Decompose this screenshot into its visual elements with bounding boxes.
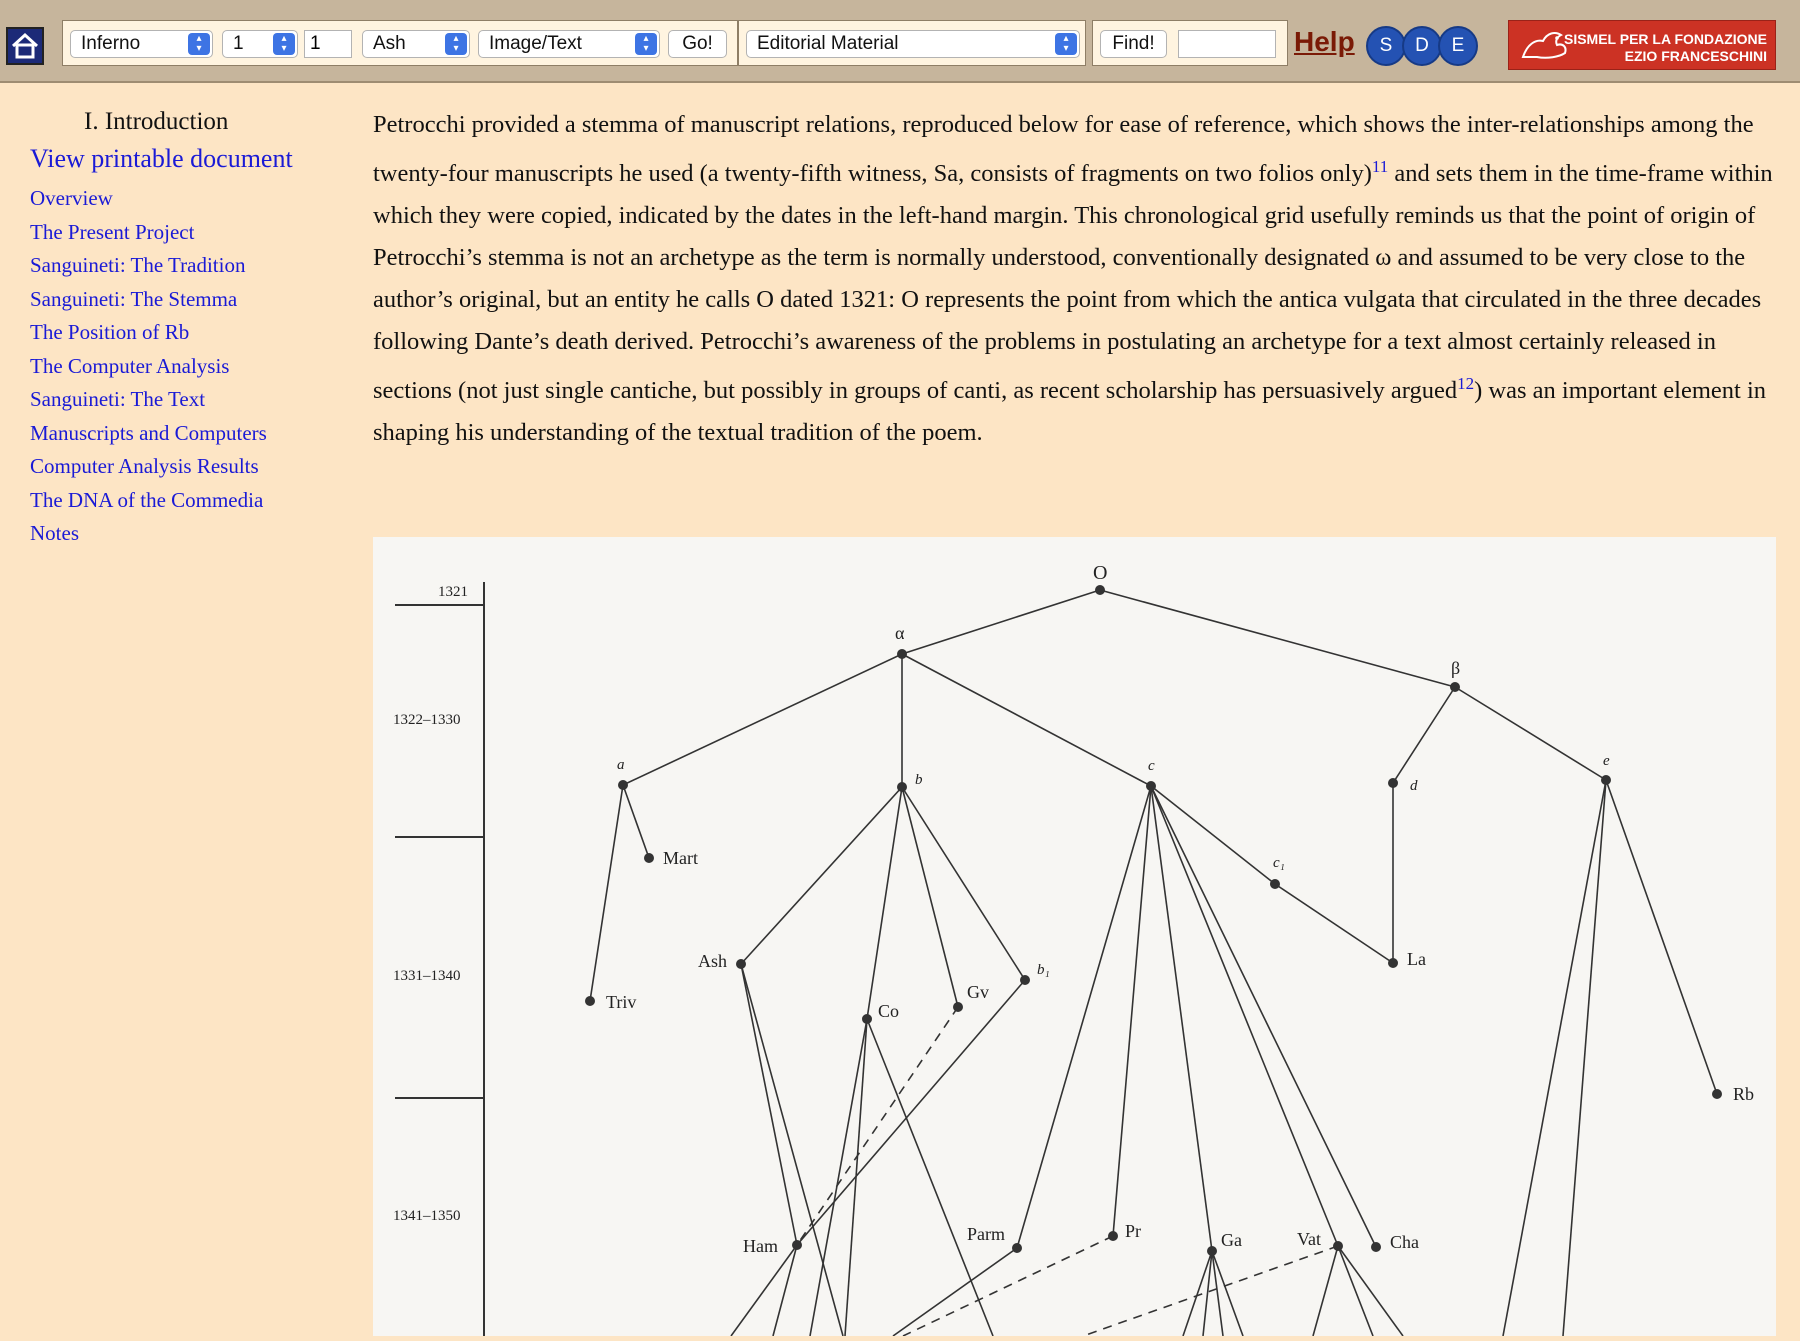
sidebar-link-sanguineti-text[interactable]: Sanguineti: The Text <box>30 387 206 411</box>
date-1331-1340: 1331–1340 <box>393 968 461 984</box>
date-1322-1330: 1322–1330 <box>393 712 461 728</box>
help-link[interactable]: Help <box>1294 26 1355 57</box>
select-arrows-icon: ▴ ▾ <box>188 33 210 55</box>
cantica-value: Inferno <box>81 33 141 54</box>
material-value: Editorial Material <box>757 33 899 54</box>
home-button[interactable] <box>6 27 44 65</box>
date-1321: 1321 <box>438 584 468 600</box>
material-select[interactable] <box>746 30 1080 58</box>
node-beta: β <box>1451 658 1461 678</box>
rooster-icon <box>1517 27 1573 65</box>
sidebar-link-dna-commedia[interactable]: The DNA of the Commedia <box>30 487 264 512</box>
node-c: c <box>1148 758 1155 774</box>
node-Ash: Ash <box>698 951 728 971</box>
stemma-diagram <box>373 537 1776 1336</box>
footnote-12-link[interactable]: 12 <box>1457 374 1475 394</box>
node-Cha: Cha <box>1390 1232 1419 1252</box>
logo-line-1: SISMEL PER LA FONDAZIONE <box>1563 31 1767 47</box>
node-Mart: Mart <box>663 848 698 868</box>
node-O: O <box>1093 562 1108 584</box>
sde-e-button[interactable]: E <box>1438 26 1478 66</box>
sidebar-link-manuscripts-computers[interactable]: Manuscripts and Computers <box>30 420 267 445</box>
paragraph-part-1: Petrocchi provided a stemma of manuscript relations, reproduced below for ease of reference, which shows the inter-relationships among the twenty-four manuscripts he used (a twenty-fifth witness, Sa, consists of fragments on two folios only) <box>373 111 1754 188</box>
node-Co: Co <box>878 1001 900 1021</box>
view-value: Image/Text <box>489 33 582 54</box>
find-button[interactable]: Find! <box>1100 30 1167 58</box>
sidebar-link-position-of-rb[interactable]: The Position of Rb <box>30 320 190 344</box>
sidebar-link-overview[interactable]: Overview <box>30 186 113 210</box>
logo-line-2: EZIO FRANCESCHINI <box>1624 48 1767 64</box>
canto-select[interactable] <box>222 30 298 58</box>
node-b: b <box>915 772 923 788</box>
sidebar <box>30 108 330 551</box>
node-Pr: Pr <box>1125 1221 1142 1241</box>
select-arrows-icon: ▴ ▾ <box>445 33 467 55</box>
node-d: d <box>1410 778 1418 794</box>
sde-d-button[interactable]: D <box>1402 26 1442 66</box>
sidebar-link-notes[interactable]: Notes <box>30 521 79 545</box>
node-Triv: Triv <box>606 992 637 1012</box>
node-a: a <box>617 757 625 773</box>
section-heading: I. Introduction <box>84 108 229 135</box>
paragraph-part-3: ) was an important element in shaping his understanding of the textual tradition of the poem. <box>373 377 1766 447</box>
sidebar-link-analysis-results[interactable]: Computer Analysis Results <box>30 454 259 478</box>
main-paragraph <box>373 104 1773 454</box>
select-arrows-icon: ▴ ▾ <box>1055 33 1077 55</box>
node-Parm: Parm <box>967 1224 1005 1244</box>
select-arrows-icon: ▴ ▾ <box>273 33 295 55</box>
node-Gv: Gv <box>967 982 989 1002</box>
node-alpha: α <box>895 623 905 643</box>
cantica-select[interactable] <box>70 30 213 58</box>
manuscript-value: Ash <box>373 33 406 54</box>
stemma-figure <box>373 537 1776 1336</box>
sidebar-link-present-project[interactable]: The Present Project <box>30 219 195 244</box>
node-Vat: Vat <box>1297 1229 1321 1249</box>
view-select[interactable] <box>478 30 660 58</box>
footnote-11-link[interactable]: 11 <box>1371 157 1389 176</box>
sde-s-button[interactable]: S <box>1366 26 1406 66</box>
manuscript-select[interactable] <box>362 30 470 58</box>
node-c1: c₁ <box>1273 855 1285 871</box>
toolbar <box>0 0 1800 83</box>
node-Ga: Ga <box>1221 1230 1242 1250</box>
sidebar-link-sanguineti-stemma[interactable]: Sanguineti: The Stemma <box>30 286 238 311</box>
line-input[interactable]: 1 <box>304 30 352 58</box>
node-Rb: Rb <box>1733 1084 1755 1104</box>
printable-document-link[interactable]: View printable document <box>30 144 293 173</box>
sidebar-link-computer-analysis[interactable]: The Computer Analysis <box>30 353 230 378</box>
go-button[interactable]: Go! <box>668 30 727 58</box>
node-b1: b₁ <box>1037 962 1050 978</box>
node-Ham: Ham <box>743 1236 778 1256</box>
home-icon <box>10 32 40 60</box>
find-input[interactable] <box>1178 30 1276 58</box>
node-La: La <box>1407 949 1426 969</box>
paragraph-part-2: and sets them in the time-frame within which they were copied, indicated by the dates in the left-hand margin. This chronological grid usefully reminds us that the point of origin of Petrocchi’s stemma is not an archetype as the term is normally understood, conventionally designated ω and assumed to be very close to the author’s original, but an entity he calls O dated 1321: O represents the point from which the antica vulgata that circulated in the three decades following Dante’s death derived. Petrocchi’s awareness of the problems in postulating an archetype for a text almost certainly released in sections (not just single cantiche, but possibly in groups of canti, as recent scholarship has persuasively argued <box>373 160 1773 405</box>
sismel-logo[interactable] <box>1508 20 1776 70</box>
sidebar-link-sanguineti-tradition[interactable]: Sanguineti: The Tradition <box>30 253 246 277</box>
node-e: e <box>1603 753 1610 769</box>
canto-value: 1 <box>233 33 244 54</box>
select-arrows-icon: ▴ ▾ <box>635 33 657 55</box>
date-1341-1350: 1341–1350 <box>393 1208 461 1224</box>
